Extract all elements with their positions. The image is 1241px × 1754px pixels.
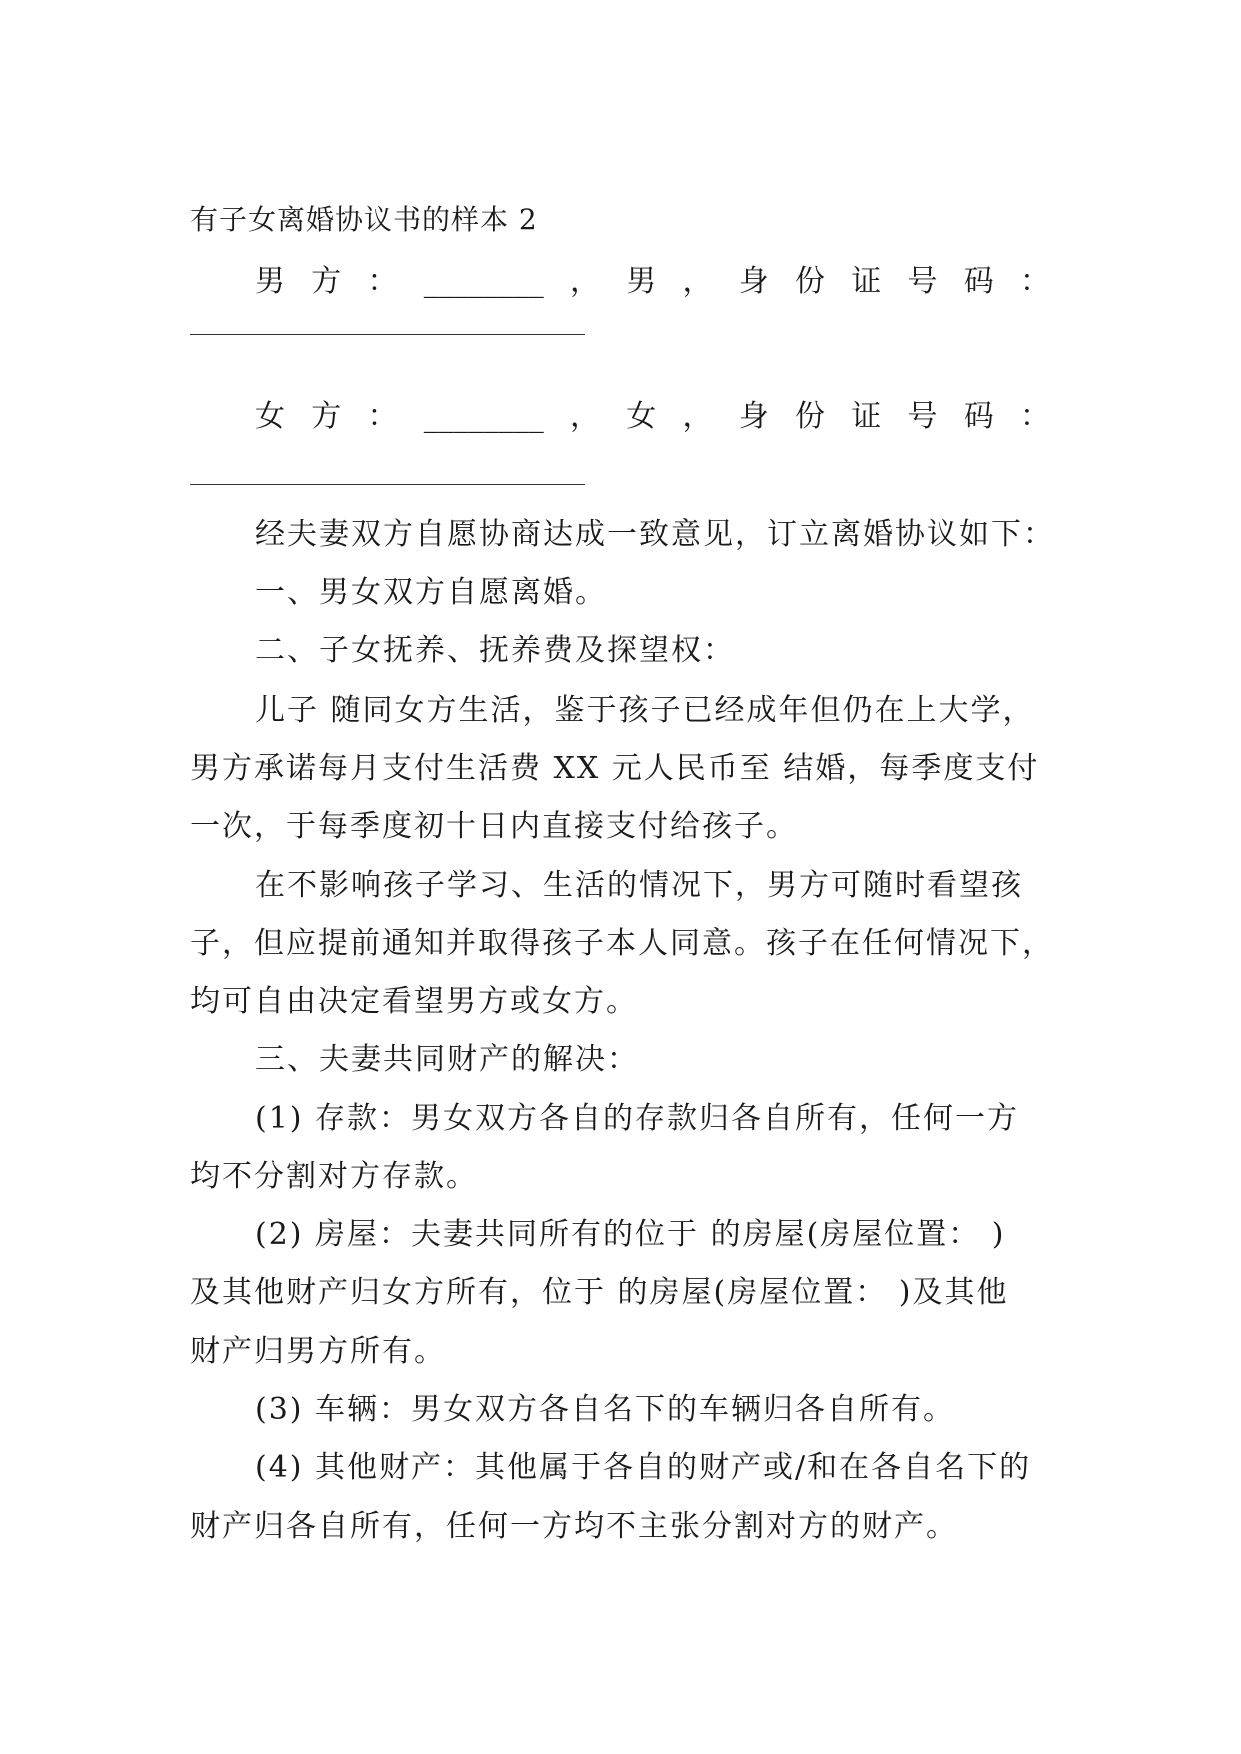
male-comma: ， [570, 264, 600, 299]
female-party-line [255, 397, 1050, 437]
female-label-char: 方 [311, 399, 342, 434]
paragraph-line: 儿子 随同女方生活，鉴于孩子已经成年但仍在上大学， [255, 693, 1035, 728]
female-id-colon: ： [1020, 399, 1050, 434]
male-label-char: 男 [255, 264, 285, 299]
male-id-label-char: 证 [851, 264, 882, 299]
male-name-blank: ________ [423, 264, 544, 299]
paragraph-line: 在不影响孩子学习、生活的情况下，男方可随时看望孩 [255, 868, 1023, 903]
male-gender: 男 [626, 264, 657, 299]
male-id-label-char: 码 [963, 264, 994, 299]
paragraph-line: (2) 房屋：夫妻共同所有的位于 的房屋(房屋位置： ) [255, 1217, 1006, 1252]
paragraph-line: 及其他财产归女方所有，位于 的房屋(房屋位置： )及其他 [190, 1275, 1009, 1310]
clause-1: 一、男女双方自愿离婚。 [255, 575, 607, 610]
female-id-blank-line [190, 484, 585, 485]
paragraph-line: 财产归男方所有。 [190, 1334, 446, 1369]
female-id-label-char: 份 [795, 399, 825, 434]
paragraph-line: 均可自由决定看望男方或女方。 [190, 984, 638, 1019]
paragraph-line: 一次，于每季度初十日内直接支付给孩子。 [190, 809, 798, 844]
male-party-line [255, 262, 1050, 302]
female-gender: 女 [626, 399, 657, 434]
paragraph-line: 财产归各自所有，任何一方均不主张分割对方的财产。 [190, 1509, 958, 1544]
paragraph-line: (4) 其他财产：其他属于各自的财产或/和在各自名下的 [255, 1450, 1032, 1485]
female-id-label-char: 码 [963, 399, 994, 434]
male-id-blank-line [190, 334, 585, 335]
paragraph-line: 均不分割对方存款。 [190, 1159, 478, 1194]
male-label-char: 方 [311, 264, 342, 299]
female-id-label-char: 证 [851, 399, 882, 434]
paragraph-line: (1) 存款：男女双方各自的存款归各自所有，任何一方 [255, 1101, 1020, 1136]
female-colon: ： [367, 399, 398, 434]
male-colon: ： [367, 264, 398, 299]
male-id-label-char: 号 [907, 264, 938, 299]
female-id-label-char: 号 [907, 399, 938, 434]
male-comma: ， [682, 264, 713, 299]
male-id-label-char: 份 [795, 264, 825, 299]
male-id-label-char: 身 [738, 264, 769, 299]
female-name-blank: ________ [423, 399, 544, 434]
paragraph-line: (3) 车辆：男女双方各自名下的车辆归各自所有。 [255, 1392, 956, 1427]
clause-3-heading: 三、夫妻共同财产的解决： [255, 1042, 639, 1077]
female-comma: ， [682, 399, 713, 434]
female-id-label-char: 身 [738, 399, 769, 434]
paragraph-line: 子，但应提前通知并取得孩子本人同意。孩子在任何情况下， [190, 926, 1054, 961]
preamble-line: 经夫妻双方自愿协商达成一致意见，订立离婚协议如下： [255, 517, 1055, 552]
document-title: 有子女离婚协议书的样本 2 [190, 203, 538, 236]
paragraph-line: 男方承诺每月支付生活费 XX 元人民币至 结婚，每季度支付 [190, 751, 1040, 786]
female-comma: ， [570, 399, 600, 434]
clause-2-heading: 二、子女抚养、抚养费及探望权： [255, 633, 735, 668]
male-id-colon: ： [1020, 264, 1050, 299]
female-label-char: 女 [255, 399, 285, 434]
